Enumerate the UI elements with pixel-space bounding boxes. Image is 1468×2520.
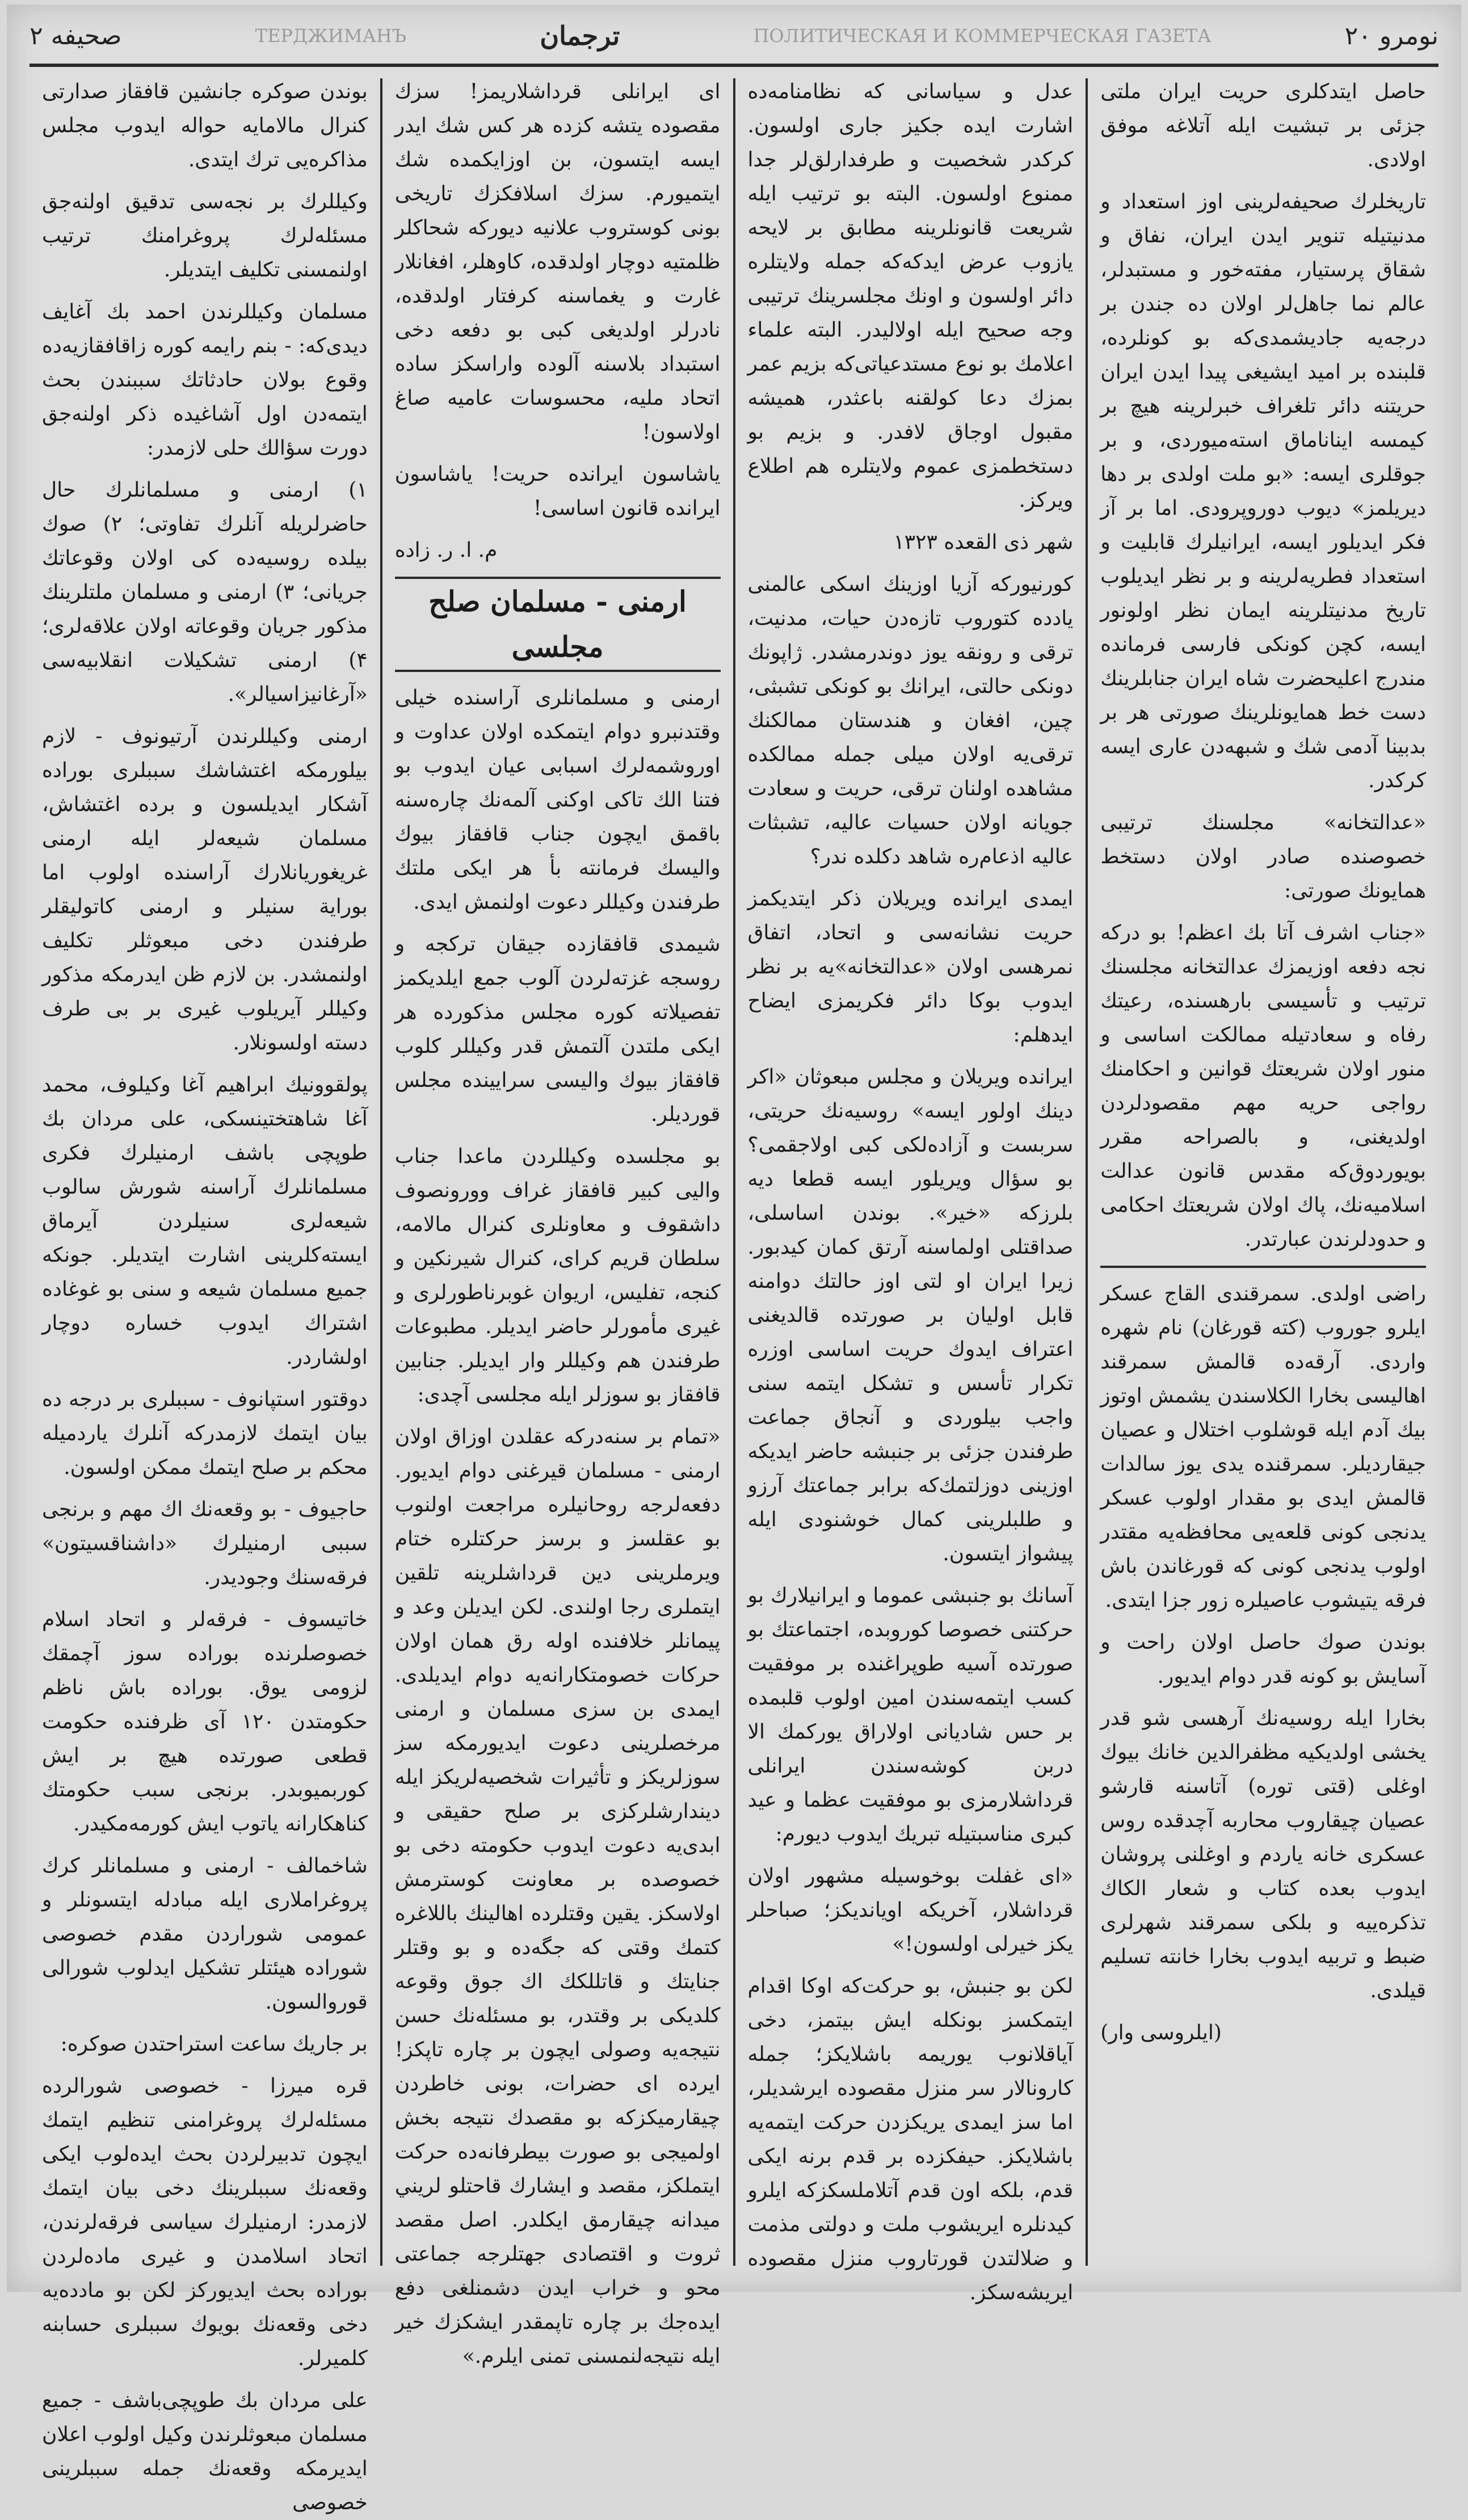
paragraph: على مردان بك طوپچى‌باشف - جميع مسلمان مبعوثلرندن وكيل اولوب اعلان ايديرمكه وقعه‌نك جمله سببلرينى خصوصى — [42, 2389, 368, 2514]
paragraph: ارمنى وكيللرندن آرتيونوف - لازم بيلورمكه اغتشاشك سببلرى بوراده آشكار ايديلسون و برده اغتشاش، مسلمان شيعه‌لر ايله ارمنى غريغوريانلارك آراسنده اولوب اما بوراية سنيلر و ارمنى كاتوليقلر طرفندن دخى مبعوثلر تكليف اولنمشدر. بن لازم ظن ايدرمكه مذكور وكيللر آيريلوب غيرى بر بى طرف دسته اولسونلار. — [42, 725, 368, 1055]
section-divider — [1100, 1266, 1426, 1268]
paragraph: «عدالتخانه» مجلسنك ترتيبى خصوصنده صادر اولان دستخط همايونك صورتى: — [1100, 811, 1426, 902]
paragraph: «تمام بر سنه‌دركه عقلدن اوزاق اولان ارمنى - مسلمان قيرغنى دوام ايديور. دفعه‌لرجه روحانيلره مراجعت اولنوب بو عقلسز و برسز حركتلره ختام ويرملرينى دين قرداشلرينه تلقين ايتملرى رجا اولندى. لكن ايديلن وعد و پيمانلر خلافنده اوله رق همان اولان حركات خصومتكارانه‌يه دوام ايديلدى. ايمدى بن سزى مسلمان و ارمنى مرخصلرينى دعوت ايديورمكه سز سوزلريكز و تأثيرات شخصيه‌لريكز ايله ديندارشلركزى بر صلح حقيقى و ابدى‌يه دعوت ايدوب حكومته دخى بو خصوصده بر معاونت كوسترمش اولاسكز. يقين وقتلرده اهالينك باللاغره كتمك وقتى كه جگه‌ده و بو وقتلر جنايتك و قاتللكك اك جوق وقوعه كلديكى بر وقتدر، بو مسئله‌نك حسن نتيجه‌يه وصولى ايچون بر چاره تاپكز! ايرده اى حضرات، بونى خاطردن چيقارميكزكه بو مقصدك نتيجه بخش اولميجى بو صورت بيطرفانه‌ده حركت ايتملكز، مقصد و ايشارك قاحتلو لريني ميدانه چيقارمق ايكلدر. اصل مقصد ثروت و اقتصادى جهتلرجه جماعتى محو و خراب ايدن دشمنلغى دفع ايده‌جك بر چاره تاپمقدر ايشكزك خير ايله نتيجه‌لنمسنى تمنى ايلرم.» — [394, 1425, 721, 2368]
masthead-russian-subtitle: ПОЛИТИЧЕСКАЯ И КОММЕРЧЕСКАЯ ГАЗЕТА — [753, 25, 1212, 47]
page-number: صحيفه ۲ — [30, 21, 122, 51]
column-2 — [735, 75, 1086, 2304]
paragraph: اى ايرانلى قرداشلاريمز! سزك مقصوده يتشه كزده هر كس شك ايدر ايسه ايتسون، بن اوزايكمده شك ايتميورم. سزك اسلافكزك تاريخى بونى كوستروب علانيه ديوركه شحاكلر ظلمتيه دوچار اولدقده، كاوهلر، افغانلار غارت و يغماسنه كرفتار اولدقده، نادرلر اولديغى كبى بو دفعه دخى استبداد بلاسنه آلوده واراسكز ساده اتحاد مليه، محسوسات عاميه صاغ اولاسون! — [394, 80, 721, 444]
newspaper-page — [7, 5, 1461, 2514]
paragraph: حاجيوف - بو وقعه‌نك اك مهم و برنجى سببى ارمنيلرك «داشناقسيتون» فرقه‌سنك وجوديدر. — [42, 1498, 368, 1589]
paragraph: «جناب اشرف آتا بك اعظم! بو دركه نجه دفعه اوزيمزك عدالتخانه مجلسنك ترتيب و تأسيسى بارهسنده، رعيتك رفاه و سعادتيله ممالكت اساسى و منور اولان شريعتك قوانين و احكامنك رواجى حريه مهم مقصودلردن اولديغنى، و بالصراحه مقرر بويوردوق‌كه مقدس قانون عدالت اسلاميه‌نك، پاك اولان شريعتك احكامى و حدودلرندن عبارتدر. — [1100, 921, 1426, 1251]
paragraph: ۱) ارمنى و مسلمانلرك حال حاضرلريله آنلرك تفاوتى؛ ۲) صوك بيلده روسيه‌ده كى اولان وقوعاتك جريانى؛ ۳) ارمنى و مسلمان ملتلرينك مذكور جريان وقوعاته اولان علاقه‌لرى؛ ۴) ارمنى تشكيلات انقلابيه‌سى «آرغانيزاسيالر». — [42, 478, 368, 706]
paragraph: كورنيوركه آزيا اوزينك اسكى عالمنى يادده كتوروب تازه‌دن حيات، مدنيت، ترقى و رونقه يوز دوندرمشدر. ژاپونك دونكى حالتى، ايرانك بو كونكى تشبثى، چين، افغان و هندستان ممالكنك ترقى‌يه اولان ميلى جمله ممالكده مشاهده اولنان ترقى، حريت و سعادت جويانه اولان حسيات عاليه، تشبثات عاليه اذعام‌ره شاهد دكلده ندر؟ — [747, 573, 1074, 868]
masthead-russian-title: ТЕРДЖИМАНЪ — [255, 25, 407, 47]
paragraph: ايمدى ايرانده ويريلان ذكر ايتديكمز حريت نشانه‌سى و اتحاد، اتفاق نمرهسى اولان «عدالتخانه»يه بر نظر ايدوب بوكا دائر فكريمزى ايضاح ايدهلم: — [747, 887, 1074, 1047]
paragraph: بر جاريك ساعت استراحتدن صوكره: — [60, 2032, 368, 2056]
paragraph: خاتيسوف - فرقه‌لر و اتحاد اسلام خصوصلرنده بوراده سوز آچمقك لزومى يوق. بوراده باش ناظم حكومتدن ۱۲۰ آى ظرفنده حكومت قطعى صورتده هيچ بر ايش كوربميوبدر. برنجى سبب حكومتك كناهكارانه ياتوب ايش كورمه‌مكيدر. — [42, 1608, 368, 1836]
paragraph: ارمنى و مسلمانلرى آراسنده خيلى وقتدنبرو دوام ايتمكده اولان عداوت و اوروشمه‌لرك اسبابى عيان ايدوب بو فتنا الك تاكى اوكنى آلمه‌نك چاره‌سنه باقمق ايچون جناب قافقاز بيوك واليسك فرمانته بأ هر ايكى ملتك طرفندن وكيللر دعوت اولنمش ايدى. — [394, 686, 721, 914]
columns — [30, 75, 1438, 2514]
date-line: شهر ذى القعده ۱۳۲۳ — [893, 531, 1074, 554]
paragraph: عدل و سياسانى كه نظامنامه‌ده اشارت ايده جكيز جارى اولسون. كركدر شخصيت و طرفدارلق‌لر جدا ممنوع اولسون. البته بو ترتيب ايله شريعت قانونلرينه مطابق بر لايحه يازوب عرض ايدكه‌كه جمله ولايتلره دائر اولسون و اونك مجلسرينك ترتيبى وجه صحيح ايله اولاليدر. البته علماء اعلامك بو نوع مستدعياتى‌كه بزيم عمر بمزك دعا كولقنه باعثدر، هميشه مقبول اوجاق لافدر. و بزيم بو دستخطمزى عموم ولايتلره هم اطلاع ويركز. — [747, 80, 1074, 512]
paragraph: پولقوونيك ابراهيم آغا وكيلوف، محمد آغا شاهتختينسكى، على مردان بك طوپچى باشف ارمنيلرك فكرى مسلمانلرك آراسنه شورش سالوب شيعه‌لرى سنيلردن آيرماق ايسته‌كلرينى اشارت ايتديلر. جونكه جميع مسلمان شيعه و سنى بو غوغاده اشتراك ايدوب خساره دوچار اولشاردر. — [42, 1073, 368, 1369]
paragraph: بخارا ايله روسيه‌نك آرهسى شو قدر يخشى اولديكيه مظفرالدين خانك بيوك اوغلى (قتى توره) آتاسنه قارشو عصيان چيقاروب محاربه آچدقده روس عسكرى خانه ياردم و اوغلنى پروشان ايدوب بعده كتاب و شعار الكاك تذكره‌ييه و بلكى سمرقند شهرلرى ضبط و تربيه ايدوب بخارا خانته تسليم قيلدى. — [1100, 1707, 1426, 2002]
paragraph: مسلمان وكيللرندن احمد بك آغايف ديدى‌كه: - بنم رايمه كوره زاقافقازيه‌ده وقوع بولان حادثاتك سببندن بحث ايتمه‌دن اول آشاغيده ذكر اولنه‌جق دورت سؤالك حلى لازمدر: — [42, 300, 368, 460]
paragraph: آسانك بو جنبشى عموما و ايرانيلارك بو حركتنى خصوصا كوروبده، اجتماعتك بو صورتده آسيه طوپراغنده بر موفقيت كسب ايتمه‌سندن امين اولوب قلبمده بر حس شاديانى اولاراق يوركمك الا دربن كوشه‌سندن ايرانلى قرداشلارمزى بو موفقيت عظما و عيد كبرى مناسبتيله تبريك ايدوب ديورم: — [747, 1584, 1074, 1846]
paragraph: ايرانده ويريلان و مجلس مبعوثان «اكر دينك اولور ايسه» روسيه‌نك حريتى، سربست و آزاده‌لكى كبى اولاجقمى؟ بو سؤال ويريلور ايسه قطعا ديه بلرزكه «خير». بوندن اساسلى، صداقتلى اولماسنه آرتق كمان كيدبور. زيرا ايران او لتى اوز حالتك دوامنه قابل اوليان بر صورتده قالديغنى اعتراف ايدوك حريت اساسى اوزره تكرار تأسس و تشكل ايتمه سنى واجب بيلوردى و آنجاق جماعت طرفندن جزئى بر جنبشه حاضر ايديكه اوزينى دوزلتمك‌كه برابر جماعتك آرزو و طلبلرينى كمال خوشنودى ايله پيشواز ايتسون. — [747, 1065, 1074, 1565]
paragraph: حاصل ايتدكلرى حريت ايران ملتى جزئى بر تبشيت ايله آتلاغه موفق اولادى. — [1100, 80, 1426, 171]
paragraph: بوندن صوك حاصل اولان راحت و آسايش بو كونه قدر دوام ايديور. — [1100, 1631, 1426, 1688]
paragraph: بوندن صوكره جانشين قافقاز صدارتى كنرال مالامايه حواله ايدوب مجلس مذاكره‌يى ترك ايتدى. — [42, 80, 368, 171]
column-4 — [30, 75, 380, 2514]
paragraph: وكيللرك بر نجه‌سى تدقيق اولنه‌جق مسئله‌لرك پروغرامنك ترتيب اولنمسنى تكليف ايتديلر. — [42, 190, 368, 282]
newspaper-title: ترجمان — [540, 20, 620, 51]
paragraph: بو مجلسده وكيللردن ماعدا جناب واليى كبير قافقاز غراف وورونصوف داشقوف و معاونلرى كنرال مالامه، سلطان قريم كراى، كنرال شيرنكين و كنجه، تفليس، اريوان غوبرناطورلرى و غيرى مأمورلر حاضر ايديلر. مطبوعات طرفندن هم وكيللر وار ايديلر. جنابين قافقاز بو سوزلر ايله مجلسى آچدى: — [394, 1145, 721, 1406]
masthead-rule — [30, 64, 1438, 67]
paragraph: شاخمالف - ارمنى و مسلمانلر كرك پروغراملارى ايله مبادله ايتسونلر و عمومى شوراردن مقدم خصوصى شوراده هيئتلر تشكيل ايدلوب شورالى قوروالسون. — [42, 1854, 368, 2014]
paragraph: شيمدى قافقازده جيقان تركجه و روسجه غزته‌لردن آلوب جمع ايلديكمز تفصيلاته كوره مجلس مذكورده هر ايكى ملتدن آلتمش قدر وكيللر كلوب قافقاز بيوك واليسى سرايينده مجلس قورديلر. — [394, 933, 721, 1126]
paragraph: ياشاسون ايرانده حريت! ياشاسون ايرانده قانون اساسى! — [394, 463, 721, 520]
issue-number: نومرو ۲۰ — [1344, 21, 1438, 51]
paragraph: تاريخلرك صحيفه‌لرينى اوز استعداد و مدنيتيله تنوير ايدن ايران، نفاق و شقاق پرستيار، مفته‌خور و مستبدلر، عالم نما جاهل‌لر اولان ده جندن بر درجه‌يه جاديشمدى‌كه بو كونلرده، قلبنده بر اميد ايشيغى پيدا ايدن ايران حريتنه دائر تلغراف خبرلرينه هيچ بر كيمسه ايناناماق استه‌ميوردى، و بر جوقلرى ايسه: «بو ملت اولدى بر دها ديريلمز» ديوب دوروپرودى. اما بر آز فكر ايديلور ايسه، ايرانيلرك قابليت و استعداد فطريه‌لرينه و بر نظر ايديلوب تاريخ مدنيتلرينه ايمان نظر اولونور ايسه، كچن كونكى فارسى فرمانده مندرج اعليحضرت شاه ايران جنابلرينك دست خط همايونلرينك صورتى هر بر بدبينا آدمى شك و شبهه‌دن عارى ايسه كركدر. — [1100, 190, 1426, 792]
paragraph: لكن بو جنبش، بو حركت‌كه اوكا اقدام ايتمكسز بونكله ايش بيتمز، دخى آياقلانوب يوريمه باشلايكز؛ جمله كارونالار سر منزل مقصوده ايرشديلر، اما سز ايمدى يريكزدن حركت ايتمه‌يه باشلايكز. حيفكزده بر قدم برنه ايكى قدم، بلكه اون قدم آتلاملسكزكه ايلرو كيدنلره ايريشوب ملت و دولتى مذمت و ضلالتدن قورتاروب منزل مقصوده ايريشه‌سكز. — [747, 1975, 1074, 2304]
paragraph: «اى غفلت بوخوسيله مشهور اولان قرداشلار، آخريكه اويانديكز؛ صباحلر يكز خيرلى اولسون!» — [747, 1864, 1074, 1956]
paragraph: قره ميرزا - خصوصى شورالرده مسئله‌لرك پروغرامنى تنظيم ايتمك ايچون تدبيرلردن بحث ايده‌لوب ايكى وقعه‌نك سببلرينك دخى بيان ايتمك لازمدر: ارمنيلرك سياسى فرقه‌لرندن، اتحاد اسلامدن و غيرى ماده‌لردن بوراده بحث ايديوركز لكن بو مادده‌يه دخى وقعه‌نك بويوك سببلرى حسابنه كلميرلر. — [42, 2074, 368, 2370]
continued-note: (ايلروسى وار) — [1100, 2021, 1222, 2044]
paragraph: راضى اولدى. سمرقندى القاج عسكر ايلرو جوروب (كته قورغان) نام شهره واردى. آرقه‌ده قالمش سمرقند اهاليسى بخارا الكلاسندن يشمش اوتوز بيك آدم ايله قوشلوب اختلال و عصيان جيقارديلر. سمرقنده يدى يوز سالدات قالمش ايدى بو مقدار اولوب عسكر يدنجى كونى قلعه‌يى محافظه‌يه مقتدر اولوب يدنجى كونى كه قورغاندن باش فرقه يتيشوب عاصيلره زور جزا ايتدى. — [1100, 1282, 1426, 1612]
column-1 — [1088, 75, 1438, 2269]
article-heading: ارمنى - مسلمان صلح مجلسى — [395, 577, 721, 672]
paragraph: دوقتور استپانوف - سببلرى بر درجه ده بيان ايتمك لازمدركه آنلرك ياردميله محكم بر صلح ايتمك ممكن اولسون. — [42, 1388, 368, 1479]
masthead — [30, 10, 1438, 61]
column-3 — [382, 75, 733, 2368]
author-signature: م. ا. ر. زاده — [394, 539, 498, 562]
